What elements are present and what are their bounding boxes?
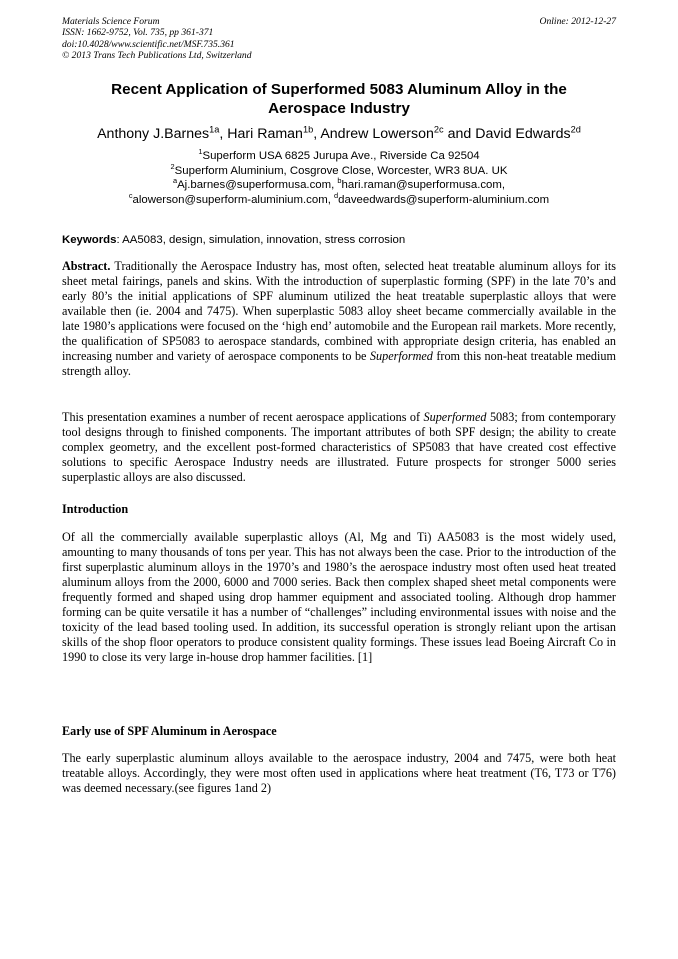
- email-line-1: [20, 178, 658, 193]
- email-text: hari.raman@superformusa.com,: [341, 179, 506, 192]
- keywords-label: Keywords: [62, 234, 117, 246]
- affiliations: [20, 149, 658, 207]
- abstract-text: 5083; from contemporary tool designs through to finished components. The important attributes of both SPF design; the ability to create complex geometry, and the excellent post-formed characteristics of SP5083 that have created cost effective solutions to specific Aerospace Industry needs are illustrated. Future prospects for stronger 5000 series superplastic alloys are also discussed.: [62, 410, 617, 484]
- author-name: Anthony J.Barnes: [97, 126, 210, 142]
- abstract-paragraph-2: [62, 410, 616, 485]
- author-sup: 2d: [570, 124, 581, 135]
- keywords-text: : AA5083, design, simulation, innovation, stress corrosion: [116, 234, 406, 246]
- email-sup: a: [172, 176, 178, 186]
- abstract-text: from this non-heat treatable medium strength alloy.: [62, 349, 616, 378]
- author-list: [20, 125, 658, 143]
- affiliation-sup: 1: [198, 147, 203, 157]
- paper-title: [62, 80, 616, 118]
- early-use-paragraph: The early superplastic aluminum alloys available to the aerospace industry, 2004 and 7475, were both heat treatable alloys. Accordingly, they were most often used in applications where heat treatment (T6, T73 or T76) was deemed necessary.(see figures 1and 2): [62, 751, 616, 795]
- copyright: © 2013 Trans Tech Publications Ltd, Switzerland: [62, 49, 252, 61]
- author-name: Andrew Lowerson: [320, 126, 434, 142]
- author-sep: ,: [313, 126, 321, 142]
- introduction-paragraph: Of all the commercially available superplastic alloys (Al, Mg and Ti) AA5083 is the most widely used, amounting to many thousands of tons per year. This has not always been the case. Prior to the introduction of the first superplastic aluminum alloys in the 1970’s and 1980’s the aerospace industry most often used heat treated aluminum alloys from the 2000, 6000 and 7000 series. Back then complex shaped sheet metal components were frequently formed and shaped using drop hammer equipment and associated tooling. Although drop hammer forming can be quite versatile it has a number of “challenges” including environmental issues with noise and the toxicity of the lead based tooling used. In addition, its successful operation is strongly reliant upon the artisan skills of the shop floor operators to produce consistent quality formings. These issues lead Boeing Aircraft Co in 1990 to close its very large in-house drop hammer facilities. [1]: [62, 530, 616, 664]
- title-line-2: Aerospace Industry: [268, 100, 410, 117]
- header-meta: [62, 16, 252, 61]
- email-text: alowerson@superform-aluminium.com,: [132, 193, 335, 206]
- affiliation-1: [20, 149, 658, 164]
- author-sep: and: [443, 126, 476, 142]
- early-use-heading: Early use of SPF Aluminum in Aerospace: [62, 724, 277, 738]
- issn: ISSN: 1662-9752, Vol. 735, pp 361-371: [62, 27, 214, 39]
- abstract-label: Abstract.: [62, 259, 111, 273]
- keywords: [62, 233, 616, 248]
- author-name: David Edwards: [475, 126, 571, 142]
- abstract-emphasis: Superformed: [369, 349, 433, 363]
- email-text: Aj.barnes@superformusa.com,: [177, 179, 338, 192]
- abstract-text: Traditionally the Aerospace Industry has, most often, selected heat treatable aluminum alloys for its sheet metal fairings, panels and skins. With the introduction of superplastic forming (SPF) in the late 70’s and early 80’s the initial applications of SPF aluminum utilized the heat treatable superplastic alloys that were available then (ie. 2004 and 7475). When superplastic 5083 alloy sheet became commercially available in the late 1980’s applications were focused on the ‘high end’ automobile and the European rail markets. More recently, the qualification of SP5083 to aerospace standards, combined with appropriate design criteria, has enabled an increasing number and variety of aerospace components to be: [62, 259, 616, 363]
- abstract-emphasis: Superformed: [423, 410, 487, 424]
- email-sup: d: [334, 190, 339, 200]
- author-sep: ,: [219, 126, 228, 142]
- online-date: Online: 2012-12-27: [539, 16, 616, 27]
- affiliation-text: Superform USA 6825 Jurupa Ave., Riverside Ca 92504: [202, 150, 480, 162]
- email-line-2: [20, 190, 658, 208]
- author-sup: 2c: [433, 124, 444, 135]
- abstract-text: This presentation examines a number of recent aerospace applications of: [62, 410, 424, 424]
- email-sup: b: [337, 176, 342, 186]
- journal-name: Materials Science Forum: [62, 16, 160, 27]
- author-name: Hari Raman: [227, 126, 303, 142]
- email-text: daveedwards@superform-aluminium.com: [338, 193, 550, 206]
- author-sup: 1a: [209, 124, 220, 135]
- author-sup: 1b: [302, 124, 314, 135]
- affiliation-text: Superform Aluminium, Cosgrove Close, Worcester, WR3 8UA. UK: [174, 164, 508, 177]
- abstract-paragraph-1: [62, 259, 616, 379]
- introduction-heading: Introduction: [62, 502, 129, 516]
- email-sup: c: [128, 190, 133, 200]
- doi: doi:10.4028/www.scientific.net/MSF.735.361: [62, 38, 235, 50]
- affiliation-sup: 2: [170, 161, 175, 171]
- title-line-1: Recent Application of Superformed 5083 Aluminum Alloy in the: [111, 81, 567, 98]
